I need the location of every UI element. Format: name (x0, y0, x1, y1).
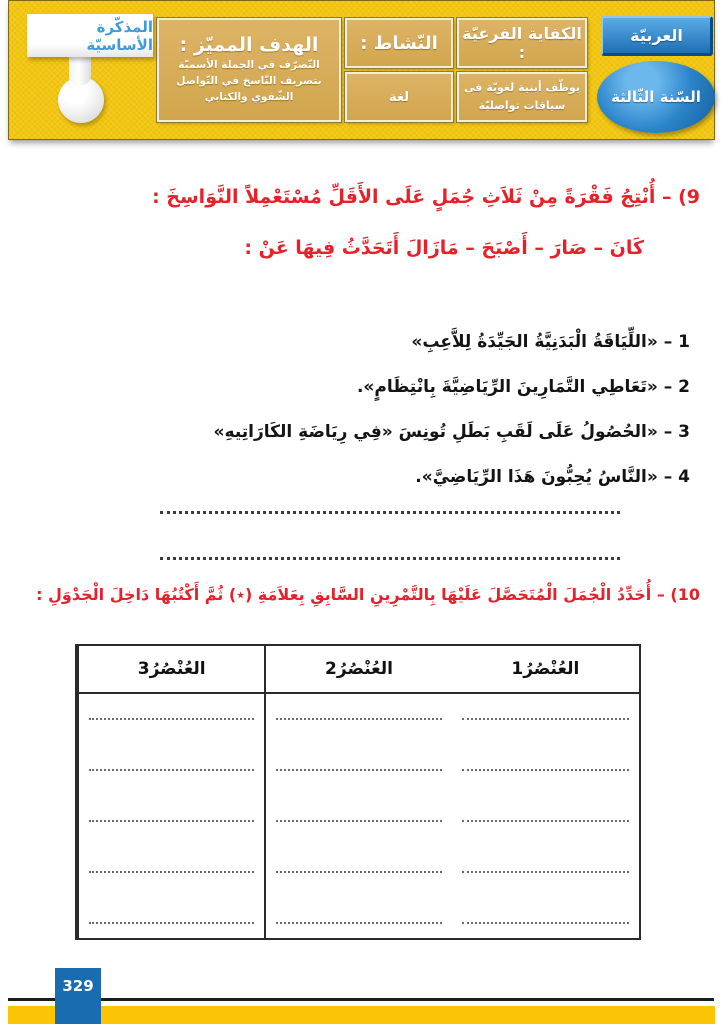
subject-badge: العربيّة (601, 16, 713, 56)
table-answer-line (89, 771, 254, 822)
grade-badge: السّنة الثّالثة (597, 61, 715, 133)
table-header-element3: العُنْصُرُ3 (77, 646, 264, 694)
table-answer-line (89, 720, 254, 771)
page-number-badge: 329 (55, 968, 101, 1024)
table-answer-line (89, 694, 254, 720)
exercise10-prompt: 10) – أُحَدِّدُ الْجُمَلَ الْمُتَحَصَّلَ عَلَيْهَا بِالتَّمْرِينِ السَّابِقِ بِعَلاَمَةِ (٭) ثُمَّ أَكْتُبُهَا دَاخِلَ الْجَدْوَلِ : (36, 585, 700, 604)
exercise9-item-list (214, 320, 690, 500)
exercise9-prompt-line1: 9) – أُنْتِجُ فَقْرَةً مِنْ ثَلاَثِ جُمَلٍ عَلَى الأَقَلِّ مُسْتَعْمِلاً النَّوَاسِخَ : (152, 186, 700, 208)
table-answer-line (462, 771, 629, 822)
table-header-element1: العُنْصُرُ1 (452, 646, 639, 694)
exercise9-prompt-line2: كَانَ – صَارَ – أَصْبَحَ – مَازَالَ أَتَحَدَّثُ فِيهَا عَنْ : (244, 237, 644, 259)
table-answer-line (462, 873, 629, 924)
header-band (8, 0, 715, 140)
competency-label: الكفاية الفرعيّة : (457, 18, 587, 68)
table-answer-line (462, 720, 629, 771)
booklet-badge: المذكّرة الأساسيّة (27, 14, 153, 57)
activity-label: النّشاط : (345, 18, 453, 68)
competency-text: يوظّف أبنية لغويّة في سياقات تواصليّة (457, 72, 587, 122)
table-answer-line (276, 694, 441, 720)
list-item: 3 – «الحُصُولُ عَلَى لَقَبِ بَطَلِ تُونِسَ «فِي رِيَاضَةِ الكَارَاتِيهِ» (213, 422, 690, 442)
activity-value: لغة (345, 72, 453, 122)
table-answer-line (276, 822, 441, 873)
list-item: 4 – «النَّاسُ يُحِبُّونَ هَذَا الرِّيَاضِيَّ». (415, 467, 690, 487)
list-item: 1 – «اللِّيَاقَةُ الْبَدَنِيَّةُ الجَيِّدَةُ لِلاَّعِبِ» (411, 332, 690, 352)
table-answer-line (89, 822, 254, 873)
table-answer-line (276, 771, 441, 822)
objective-text: التّصرّف في الجملة الأسميّة بتصريف النّاسخ في التّواصل الشّفوي والكتابي (176, 58, 322, 104)
answers-table (75, 644, 641, 940)
list-item: 2 – «تَعَاطِي التَّمَارِينَ الرِّيَاضِيَّةَ بِانْتِظَامٍ». (356, 377, 690, 397)
objective-label: الهدف المميّز : (179, 33, 319, 56)
table-answer-line (462, 694, 629, 720)
table-answer-line (462, 822, 629, 873)
table-answer-line (89, 873, 254, 924)
objective-box (157, 18, 341, 122)
answer-line (160, 502, 620, 514)
footer-bar (8, 1006, 715, 1024)
table-column-element3 (77, 694, 264, 938)
table-answer-line (276, 720, 441, 771)
table-answer-line (276, 873, 441, 924)
footer-rule (8, 998, 714, 1001)
table-column-element2 (264, 694, 451, 938)
pin-icon (69, 55, 91, 85)
answer-line (160, 548, 620, 560)
table-column-element1 (452, 694, 639, 938)
table-header-element2: العُنْصُرُ2 (264, 646, 451, 694)
